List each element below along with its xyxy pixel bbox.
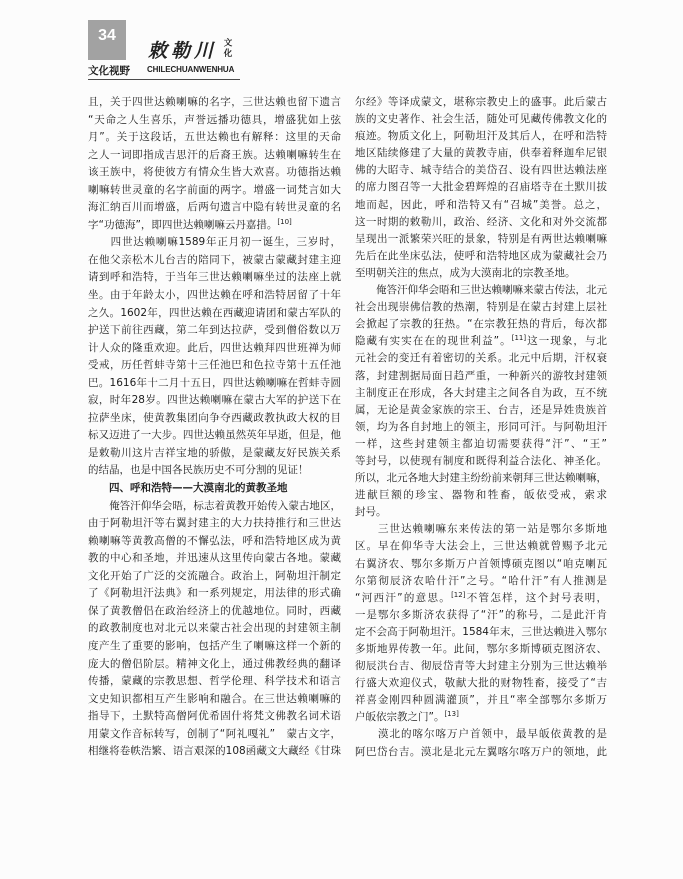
text-line: 地而起，因此，呼和浩特又有“召城”美誉。总之，: [355, 198, 607, 211]
text-line: 社会出现崇佛信教的热潮，特别是在蒙古封建上层社: [355, 301, 607, 314]
footnote-ref: [10]: [277, 217, 292, 226]
left-column-text-before-heading: [88, 94, 341, 480]
text-line: 坐。由于年龄太小，四世达赖在呼和浩特居留了十年: [88, 289, 341, 302]
text-line: 佛的大昭寺、城寺结合的美岱召、设有四世达赖法座: [355, 164, 607, 177]
text-line: 进献巨额的珍宝、器物和牲畜，皈依受戒，索求: [355, 489, 607, 502]
left-column-text-after-heading: [88, 498, 341, 761]
text-line: 祥喜金刚四种圆满灌顶”，并且“率全部鄂尔多斯万: [355, 694, 607, 707]
text-line: 在他父亲松木儿台吉的陪同下，被蒙古蒙藏封建主迎: [88, 253, 341, 266]
magazine-logo-roman: CHILECHUANWENHUA: [147, 65, 235, 74]
text-line: 呈现出一派繁荣兴旺的景象，特别是有两世达赖喇嘛: [355, 232, 607, 245]
text-line: 的席力图召等一大批金碧辉煌的召庙塔寺在土默川拔: [355, 181, 607, 194]
text-line: 海汇纳百川而增盛，后两句遗言中隐有转世灵童的名: [88, 201, 341, 214]
text-line: 户皈依宗教之门”。[13]: [355, 710, 459, 724]
text-line: 喇嘛转世灵童的名字前面的两字。增盛一词梵言如大: [88, 183, 341, 196]
text-line: 落，封建割据局面日趋严重，一种新兴的游牧封建领: [355, 369, 607, 382]
text-line: 多斯地界传教一年。此间，鄂尔多斯博硕克图济农、: [355, 643, 607, 655]
footnote-ref: [13]: [444, 710, 459, 719]
text-line: 请到呼和浩特，于当年三世达赖喇嘛坐过的法座上就: [88, 271, 341, 284]
text-line: 封号。: [355, 506, 387, 519]
footnote-ref: [12]: [451, 590, 466, 599]
text-line: 拉萨坐床，使黄教集团向争夺西藏政教执政大权的目: [88, 411, 341, 424]
text-line: “天命之人生喜乐，声誉远播功德具，增盛犹如上弦: [88, 113, 341, 126]
text-line: 痕迹。物质文化上，阿勒坦汗及其后人，在呼和浩特: [355, 130, 607, 143]
text-line: 月”。关于这段话，五世达赖也有解释：这里的天命: [88, 131, 341, 144]
text-line: “河西汗”的意思。[12]不管怎样，这个封号表明，: [355, 590, 607, 604]
text-line: 俺答汗仰华会晤和三世达赖喇嘛来蒙古传法，北元: [355, 284, 607, 297]
text-line: 计人众的隆重欢迎。此后，四世达赖拜四世班禅为师: [88, 341, 341, 354]
text-line: 族的文史著作、社会生活，随处可见藏传佛教文化的: [355, 113, 607, 126]
text-line: 寂，时年28岁。四世达赖喇嘛在蒙古大军的护送下在: [88, 394, 341, 407]
text-line: 由于阿勒坦汗等右翼封建主的大力扶持推行和三世达: [88, 517, 341, 530]
text-line: 文史知识都相互产生影响和融合。在三世达赖喇嘛的: [88, 692, 341, 705]
text-line: 一是鄂尔多斯济农获得了“汗”的称号，二是此汗肯: [355, 608, 607, 621]
text-line: 之久。1602年，四世达赖在西藏迎请团和蒙古军队的: [88, 306, 341, 319]
text-line: 指导下，土默特高僧阿优希固什将梵文佛教名词术语: [88, 710, 341, 723]
text-line: 了《阿勒坦汗法典》和一系列规定，用法律的形式确: [88, 587, 341, 600]
text-line: 且，关于四世达赖喇嘛的名字，三世达赖也留下遗言: [88, 96, 341, 108]
text-line: 之人一词即指成吉思汗的后裔王族。达赖喇嘛转生在: [88, 148, 341, 161]
text-line: 会掀起了宗教的狂热。“在宗教狂热的背后，每次都: [355, 318, 607, 331]
text-line: 相继将卷帙浩繁、语言艰深的108函藏文大藏经《甘珠: [88, 745, 341, 758]
text-line: 三世达赖喇嘛东来传法的第一站是鄂尔多斯地: [355, 523, 607, 536]
text-line: 字“功德海”，即四世达赖喇嘛云丹嘉措。[10]: [88, 217, 292, 231]
right-column-text: [355, 94, 607, 761]
text-line: 领，均为各自封地上的领主，形同可汗。与阿勒坦汗: [355, 420, 607, 433]
text-line: 右翼济农、鄂尔多斯万户首领博硕克图以“咱克喇瓦: [355, 557, 607, 570]
text-line: 的政教制度也对北元以来蒙古社会出现的封建领主制: [88, 622, 341, 635]
text-line: 区。早在仰华寺大法会上，三世达赖就曾赐予北元: [355, 540, 607, 553]
right-column: [355, 94, 607, 761]
footnote-ref: [11]: [511, 334, 527, 343]
page-header: [0, 0, 683, 90]
text-line: 尔第彻辰济农哈什汗”之号。“哈什汗”有人推测是: [355, 574, 607, 587]
text-line: 漠北的喀尔喀万户首领中，最早皈依黄教的是: [355, 728, 607, 741]
left-column: [88, 94, 341, 761]
text-line: 至明朝关注的焦点，成为大漠南北的宗教圣地。: [355, 266, 576, 279]
text-line: 受戒，历任哲蚌寺第十三任池巴和色拉寺第十五任池: [88, 359, 341, 372]
magazine-logo-title: 敕勒川: [148, 40, 218, 62]
page-number: 34: [98, 27, 116, 44]
text-line: 赖喇嘛等黄教高僧的不懈弘法，呼和浩特地区成为黄: [88, 534, 341, 547]
text-line: 度产生了重要的影响，包括产生了喇嘛这样一个新的: [88, 639, 341, 652]
text-line: 教的中心和圣地，并迅速从这里传向蒙古各地。蒙藏: [88, 552, 341, 565]
text-line: 行盛大欢迎仪式，敬献大批的财物牲畜，接受了“吉: [355, 677, 607, 690]
text-line: 文化开始了广泛的交流融合。政治上，阿勒坦汗制定: [88, 569, 341, 582]
text-line: 彻辰洪台吉、彻辰岱青等大封建主分别为三世达赖举: [355, 660, 607, 673]
text-line: 是敕勒川这片吉祥宝地的骄傲，是蒙藏友好民族关系: [88, 446, 341, 459]
text-line: 这一时期的敕勒川，政治、经济、文化和对外交流都: [355, 215, 607, 228]
text-line: 的结晶，也是中国各民族历史不可分割的见证！: [88, 464, 309, 477]
text-line: 地区陆续修建了大量的黄教寺庙，供奉着释迦牟尼银: [355, 147, 607, 160]
text-line: 四世达赖喇嘛1589年正月初一诞生，三岁时，: [88, 236, 341, 249]
text-line: 护送下前往西藏，第二年到达拉萨，受到僧俗数以万: [88, 324, 341, 337]
text-line: 先后在此坐床弘法，使呼和浩特地区成为蒙藏社会乃: [355, 249, 607, 262]
text-line: 巴。1616年十二月十五日，四世达赖喇嘛在哲蚌寺圆: [88, 376, 341, 389]
text-line: 保了黄教僧侣在政治经济上的优越地位。同时，西藏: [88, 604, 341, 617]
text-line: 等封号，以使现有制度和既得利益合法化、神圣化。: [355, 454, 607, 467]
section-label: 文化视野: [88, 65, 130, 77]
text-line: 元社会的变迁有着密切的关系。北元中后期，汗权衰: [355, 352, 607, 365]
section-heading: 四、呼和浩特——大漠南北的黄教圣地: [109, 482, 288, 495]
text-line: 俺答汗仰华会晤，标志着黄教开始传入蒙古地区，: [88, 499, 341, 512]
text-line: 标又迈进了一大步。四世达赖虽然英年早逝，但是，他: [88, 429, 341, 442]
text-line: 一样，这些封建领主都迫切需要获得“汗”、“王”: [355, 437, 607, 450]
text-line: 尔经》等译成蒙文，堪称宗教史上的盛事。此后蒙古: [355, 96, 607, 108]
text-line: 隐藏有实实在在的现世利益”。[11]这一现象，与北: [355, 334, 607, 348]
text-line: 该王族中，将使彼方有情众生皆大欢喜。功德指达赖: [88, 166, 341, 179]
text-line: 用蒙文作音标转写，创制了“阿礼嘎礼” 蒙古文字，: [88, 727, 341, 740]
header-divider: [88, 79, 240, 80]
text-line: 属，无论是黄金家族的宗王、台吉，还是异姓贵族首: [355, 403, 607, 416]
text-line: 阿巴岱台吉。漠北是北元左翼喀尔喀万户的领地，此: [355, 745, 607, 758]
text-line: 庞大的僧侣阶层。精神文化上，通过佛教经典的翻译: [88, 657, 341, 670]
text-line: 定不会高于阿勒坦汗。1584年末，三世达赖进入鄂尔: [355, 625, 607, 638]
text-line: 主制度正在形成，各大封建主之间各自为政，互不统: [355, 386, 607, 399]
page-number-box: [88, 20, 126, 60]
text-line: 所以，北元各地大封建主纷纷前来朝拜三世达赖喇嘛，: [355, 472, 607, 485]
magazine-logo-suffix: 文化: [222, 38, 232, 59]
text-line: 传播，蒙藏的宗教思想、哲学伦理、科学技术和语言: [88, 675, 341, 688]
